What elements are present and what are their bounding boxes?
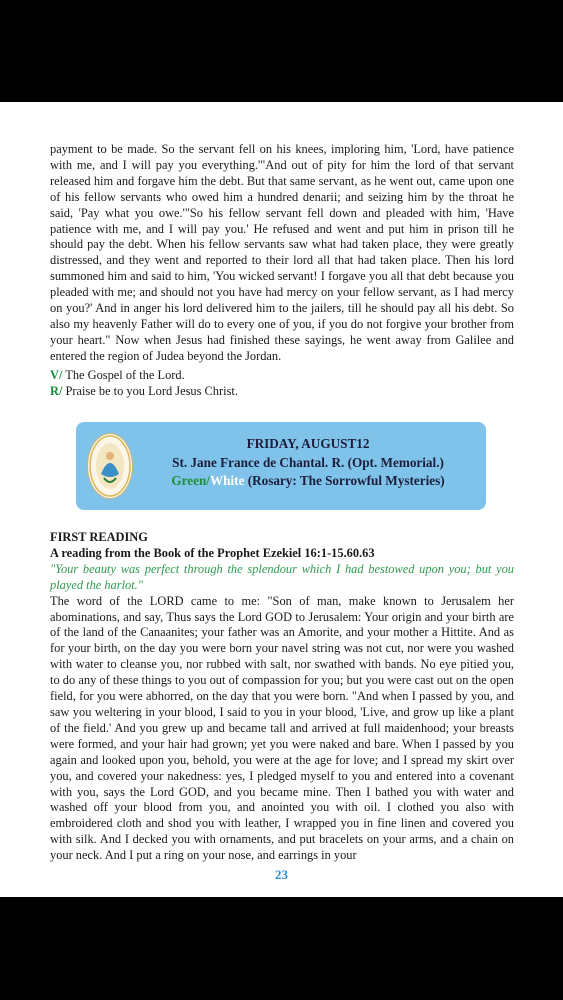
page-number: 23 — [275, 867, 288, 882]
gospel-continuation-text: payment to be made. So the servant fell on his knees, imploring him, 'Lord, have patience with me, and I will pay you everything.'"And out of pity for him the lord of that servant released him and forgave him the debt. But that same servant, as he went out, came upon one of his fellow servants who owed him a hundred denarii; and seizing him by the throat he said, 'Pay what you owe.'"So his fellow servant fell down and pleaded with him, 'Have patience with me, and I will pay you.' He refused and went and put him in prison till he should pay the debt. When his fellow servants saw what had taken place, they were greatly distressed, and they went and reported to their lord all that had taken place. Then his lord summoned him and said to him, 'You wicked servant! I forgave you all that debt because you pleaded with me; and should not you have had mercy on your fellow servant, as I had mercy on you?' And in anger his lord delivered him to the jailers, till he should pay all his debt. So also my heavenly Father will do to every one of you, if you do not forgive your brother from your heart." Now when Jesus had finished these sayings, he went away from Galilee and entered the region of Judea beyond the Jordan. — [50, 142, 514, 363]
banner-day: FRIDAY, AUGUST12 — [246, 436, 370, 451]
first-reading — [50, 530, 514, 864]
banner-saint: St. Jane France de Chantal. R. (Opt. Memorial.) — [172, 454, 444, 470]
jubilee-logo-icon — [87, 433, 133, 499]
versicle-text: The Gospel of the Lord. — [62, 368, 185, 382]
document-page — [0, 102, 563, 897]
response-text: Praise be to you Lord Jesus Christ. — [62, 383, 238, 398]
color-green: Green — [171, 473, 207, 488]
first-reading-antiphon: "Your beauty was perfect through the splendour which I had bestowed upon you; but you played the harlot." — [50, 561, 514, 592]
banner-liturgical-color — [138, 472, 478, 491]
versicle-mark: V/ — [50, 368, 63, 382]
first-reading-heading: FIRST READING — [50, 530, 148, 544]
response-line — [50, 384, 238, 400]
response-mark: R/ — [50, 383, 63, 398]
versicle-line — [50, 368, 238, 384]
day-banner — [76, 422, 486, 510]
color-separator: / — [206, 473, 210, 488]
banner-rosary: (Rosary: The Sorrowful Mysteries) — [244, 473, 445, 488]
gospel-responses — [50, 368, 238, 400]
banner-text — [138, 435, 478, 491]
color-white: White — [209, 473, 245, 488]
first-reading-body: The word of the LORD came to me: "Son of man, make known to Jerusalem her abominations, and say, Thus says the Lord GOD to Jerusalem: Your origin and your birth are of the land of the Canaanites; your father was an Amorite, and your mother a Hittite. And as for your birth, on the day you were born your navel string was not cut, nor were you washed with water to cleanse you, nor rubbed with salt, nor swathed with bands. No eye pitied you, to do any of these things to you out of compassion for you; but you were cast out on the open field, for you were abhorred, on the day that you were born. "And when I passed by you, and saw you weltering in your blood, I said to you in your blood, 'Live, and grow up like a plant of the field.' And you grew up and became tall and arrived at full maidenhood; your breasts were formed, and your hair had grown; yet you were naked and bare. When I passed by you again and looked upon you, behold, you were at the age for love; and I spread my skirt over you, and covered your nakedness: yes, I pledged myself to you and entered into a covenant with you, says the Lord GOD, and you became mine. Then I bathed you with water and washed off your blood from you, and anointed you with oil. I clothed you also with embroidered cloth and shod you with leather, I wrapped you in fine linen and covered you with silk. And I decked you with ornaments, and put bracelets on your arms, and a chain on your neck. And I put a ring on your nose, and earrings in your — [50, 593, 514, 863]
first-reading-source: A reading from the Book of the Prophet Ezekiel 16:1-15.60.63 — [50, 545, 375, 560]
